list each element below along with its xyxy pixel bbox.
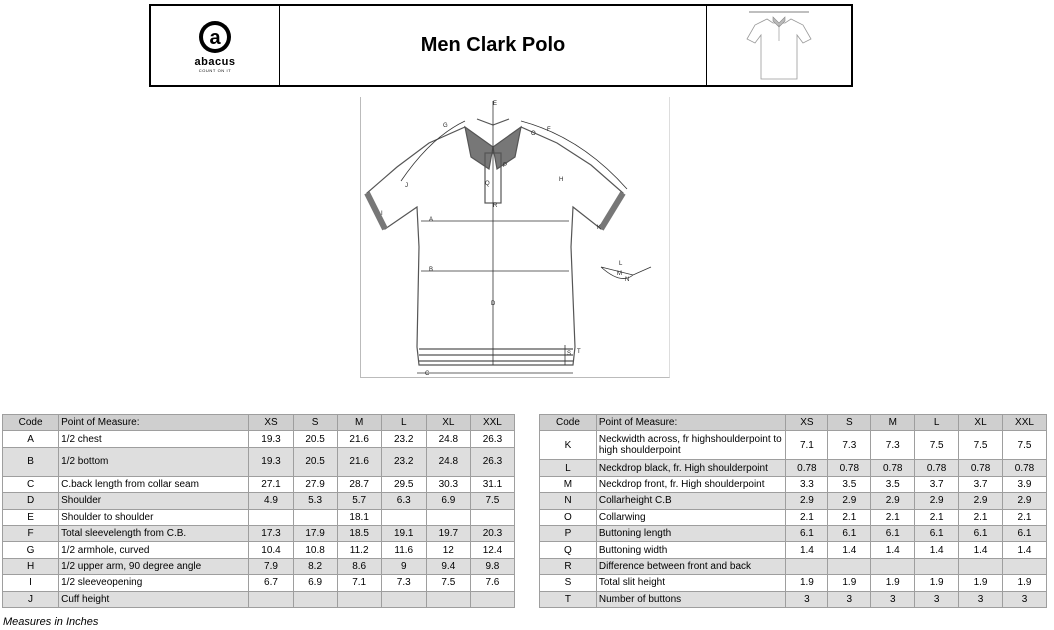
row-size-value (426, 509, 470, 525)
row-size-value: 7.5 (1003, 431, 1047, 460)
table-row (3, 476, 515, 492)
row-size-value: 19.1 (381, 525, 426, 541)
svg-text:P: P (503, 163, 508, 169)
row-size-value: 8.6 (337, 558, 381, 574)
row-size-value: 0.78 (828, 460, 871, 476)
row-size-value: 20.3 (470, 525, 514, 541)
row-point-of-measure: Number of buttons (596, 591, 786, 607)
header-code: Code (3, 415, 59, 431)
units-note: Measures in Inches (3, 616, 99, 628)
row-code: Q (540, 542, 597, 558)
svg-text:G: G (443, 123, 448, 129)
row-size-value: 3.9 (1003, 476, 1047, 492)
row-size-value: 26.3 (470, 431, 514, 447)
row-size-value: 24.8 (426, 447, 470, 476)
row-size-value: 7.3 (871, 431, 915, 460)
table-row (3, 509, 515, 525)
row-size-value: 3 (828, 591, 871, 607)
row-size-value: 6.1 (915, 525, 959, 541)
row-size-value: 7.5 (470, 493, 514, 509)
row-code: M (540, 476, 597, 492)
row-size-value: 2.9 (828, 493, 871, 509)
row-point-of-measure: Shoulder to shoulder (59, 509, 249, 525)
row-size-value (959, 558, 1003, 574)
header-pom: Point of Measure: (596, 415, 786, 431)
row-size-value: 11.6 (381, 542, 426, 558)
polo-thumbnail-icon (739, 9, 819, 83)
brand-name: abacus (194, 55, 236, 68)
header-size-xxl: XXL (1003, 415, 1047, 431)
row-size-value (426, 591, 470, 607)
row-size-value: 18.1 (337, 509, 381, 525)
row-code: G (3, 542, 59, 558)
abacus-logo-icon (195, 19, 235, 55)
row-code: E (3, 509, 59, 525)
row-size-value (249, 509, 293, 525)
row-size-value: 1.9 (828, 575, 871, 591)
header-box (149, 4, 853, 87)
row-code: C (3, 476, 59, 492)
row-size-value: 3.5 (871, 476, 915, 492)
row-size-value: 7.5 (426, 575, 470, 591)
row-size-value: 19.3 (249, 431, 293, 447)
svg-text:M: M (617, 271, 622, 277)
row-size-value (337, 591, 381, 607)
header-size-s: S (293, 415, 337, 431)
polo-technical-drawing (360, 97, 670, 378)
row-code: R (540, 558, 597, 574)
brand-slogan: COUNT ON IT (198, 67, 232, 73)
svg-text:I: I (381, 211, 383, 217)
table-row (540, 591, 1047, 607)
row-size-value: 3 (959, 591, 1003, 607)
row-code: A (3, 431, 59, 447)
row-code: D (3, 493, 59, 509)
row-size-value: 2.9 (871, 493, 915, 509)
svg-text:L: L (619, 261, 623, 267)
row-size-value: 31.1 (470, 476, 514, 492)
row-size-value: 3 (871, 591, 915, 607)
row-size-value (786, 558, 828, 574)
svg-text:E: E (493, 101, 498, 107)
table-row (3, 575, 515, 591)
row-size-value: 1.9 (915, 575, 959, 591)
row-size-value: 27.1 (249, 476, 293, 492)
svg-text:N: N (625, 277, 630, 283)
row-size-value: 3.7 (959, 476, 1003, 492)
row-size-value: 7.5 (915, 431, 959, 460)
svg-text:D: D (491, 301, 496, 307)
svg-text:F: F (547, 127, 551, 133)
row-point-of-measure: Buttoning length (596, 525, 786, 541)
svg-text:J: J (405, 183, 408, 189)
row-size-value: 9.4 (426, 558, 470, 574)
header-size-m: M (337, 415, 381, 431)
row-size-value: 0.78 (959, 460, 1003, 476)
table-row (3, 431, 515, 447)
row-code: S (540, 575, 597, 591)
row-size-value: 2.1 (786, 509, 828, 525)
row-point-of-measure: Cuff height (59, 591, 249, 607)
row-point-of-measure: Buttoning width (596, 542, 786, 558)
row-size-value: 23.2 (381, 447, 426, 476)
row-point-of-measure: 1/2 upper arm, 90 degree angle (59, 558, 249, 574)
row-size-value: 0.78 (871, 460, 915, 476)
row-size-value: 2.1 (915, 509, 959, 525)
table-row (3, 447, 515, 476)
row-size-value (470, 591, 514, 607)
row-point-of-measure: Difference between front and back (596, 558, 786, 574)
row-size-value: 0.78 (1003, 460, 1047, 476)
row-size-value: 28.7 (337, 476, 381, 492)
row-size-value: 6.3 (381, 493, 426, 509)
row-point-of-measure: Shoulder (59, 493, 249, 509)
row-point-of-measure: Collarwing (596, 509, 786, 525)
svg-text:S: S (567, 351, 572, 357)
logo-letter: a (209, 26, 221, 49)
row-size-value (915, 558, 959, 574)
row-size-value: 21.6 (337, 431, 381, 447)
row-size-value: 2.1 (871, 509, 915, 525)
row-size-value: 17.3 (249, 525, 293, 541)
row-code: O (540, 509, 597, 525)
row-point-of-measure: Total sleevelength from C.B. (59, 525, 249, 541)
row-size-value: 10.8 (293, 542, 337, 558)
row-size-value: 2.9 (959, 493, 1003, 509)
table-row (540, 476, 1047, 492)
row-size-value: 2.9 (1003, 493, 1047, 509)
row-size-value: 17.9 (293, 525, 337, 541)
spec-table-right (539, 414, 1047, 608)
row-size-value (293, 509, 337, 525)
row-size-value: 0.78 (786, 460, 828, 476)
row-size-value: 7.3 (828, 431, 871, 460)
row-size-value: 7.1 (337, 575, 381, 591)
row-size-value: 6.1 (786, 525, 828, 541)
row-size-value: 24.8 (426, 431, 470, 447)
table-row (3, 493, 515, 509)
row-point-of-measure: 1/2 sleeveopening (59, 575, 249, 591)
row-size-value: 21.6 (337, 447, 381, 476)
row-size-value: 26.3 (470, 447, 514, 476)
header-code: Code (540, 415, 597, 431)
row-size-value: 10.4 (249, 542, 293, 558)
polo-sketch-icon (361, 97, 669, 377)
table-header-row (3, 415, 515, 431)
svg-text:K: K (597, 225, 602, 231)
row-size-value: 2.9 (786, 493, 828, 509)
table-row (540, 542, 1047, 558)
spec-table-left (2, 414, 515, 608)
header-size-xs: XS (786, 415, 828, 431)
row-size-value: 2.9 (915, 493, 959, 509)
row-size-value: 6.1 (828, 525, 871, 541)
row-size-value: 1.9 (786, 575, 828, 591)
row-size-value: 6.1 (871, 525, 915, 541)
row-size-value (1003, 558, 1047, 574)
row-size-value: 29.5 (381, 476, 426, 492)
row-size-value: 18.5 (337, 525, 381, 541)
row-size-value: 5.3 (293, 493, 337, 509)
row-size-value: 1.9 (1003, 575, 1047, 591)
table-row (540, 525, 1047, 541)
row-code: B (3, 447, 59, 476)
row-size-value (249, 591, 293, 607)
row-code: J (3, 591, 59, 607)
row-size-value: 12.4 (470, 542, 514, 558)
row-size-value: 2.1 (828, 509, 871, 525)
row-code: T (540, 591, 597, 607)
row-size-value: 7.9 (249, 558, 293, 574)
row-size-value: 2.1 (959, 509, 1003, 525)
row-size-value: 2.1 (1003, 509, 1047, 525)
brand-logo (151, 6, 280, 85)
row-size-value: 3.7 (915, 476, 959, 492)
row-size-value (470, 509, 514, 525)
row-size-value: 30.3 (426, 476, 470, 492)
svg-text:T: T (577, 349, 581, 355)
row-size-value: 3 (915, 591, 959, 607)
row-size-value: 3 (1003, 591, 1047, 607)
row-size-value: 3 (786, 591, 828, 607)
row-size-value: 1.4 (871, 542, 915, 558)
table-row (540, 460, 1047, 476)
row-point-of-measure: 1/2 chest (59, 431, 249, 447)
row-point-of-measure: 1/2 bottom (59, 447, 249, 476)
svg-text:A: A (429, 217, 434, 223)
title-cell (280, 6, 707, 85)
row-size-value: 0.78 (915, 460, 959, 476)
row-size-value: 7.5 (959, 431, 1003, 460)
row-size-value: 12 (426, 542, 470, 558)
row-point-of-measure: Neckwidth across, fr highshoulderpoint to high shoulderpoint (596, 431, 786, 460)
header-size-m: M (871, 415, 915, 431)
row-code: I (3, 575, 59, 591)
row-size-value: 6.1 (959, 525, 1003, 541)
header-size-xl: XL (959, 415, 1003, 431)
table-header-row (540, 415, 1047, 431)
header-size-l: L (381, 415, 426, 431)
row-code: K (540, 431, 597, 460)
row-size-value (828, 558, 871, 574)
table-row (540, 558, 1047, 574)
table-row (3, 525, 515, 541)
svg-text:Q: Q (485, 181, 490, 187)
table-row (540, 431, 1047, 460)
row-size-value: 1.4 (828, 542, 871, 558)
svg-text:R: R (493, 203, 498, 209)
table-row (3, 591, 515, 607)
row-point-of-measure: Total slit height (596, 575, 786, 591)
header-size-xxl: XXL (470, 415, 514, 431)
row-size-value: 6.7 (249, 575, 293, 591)
table-row (540, 493, 1047, 509)
row-size-value: 7.6 (470, 575, 514, 591)
table-row (3, 558, 515, 574)
row-size-value (381, 509, 426, 525)
row-size-value: 19.3 (249, 447, 293, 476)
row-size-value: 27.9 (293, 476, 337, 492)
row-size-value: 1.4 (786, 542, 828, 558)
row-size-value: 6.1 (1003, 525, 1047, 541)
row-size-value: 5.7 (337, 493, 381, 509)
thumbnail-cell (707, 6, 851, 85)
row-point-of-measure: Collarheight C.B (596, 493, 786, 509)
row-size-value (293, 591, 337, 607)
row-size-value: 11.2 (337, 542, 381, 558)
table-row (540, 575, 1047, 591)
row-size-value: 1.9 (959, 575, 1003, 591)
row-size-value (381, 591, 426, 607)
header-pom: Point of Measure: (59, 415, 249, 431)
svg-text:H: H (559, 177, 564, 183)
row-size-value: 1.9 (871, 575, 915, 591)
row-code: P (540, 525, 597, 541)
row-point-of-measure: C.back length from collar seam (59, 476, 249, 492)
row-size-value: 4.9 (249, 493, 293, 509)
row-size-value: 23.2 (381, 431, 426, 447)
header-size-s: S (828, 415, 871, 431)
row-size-value: 6.9 (293, 575, 337, 591)
row-size-value: 19.7 (426, 525, 470, 541)
row-point-of-measure: Neckdrop front, fr. High shoulderpoint (596, 476, 786, 492)
row-code: N (540, 493, 597, 509)
row-size-value: 8.2 (293, 558, 337, 574)
table-row (540, 509, 1047, 525)
row-code: F (3, 525, 59, 541)
row-size-value: 3.5 (828, 476, 871, 492)
row-size-value: 7.3 (381, 575, 426, 591)
row-size-value: 20.5 (293, 447, 337, 476)
row-point-of-measure: 1/2 armhole, curved (59, 542, 249, 558)
row-size-value: 20.5 (293, 431, 337, 447)
header-size-xs: XS (249, 415, 293, 431)
row-size-value: 9.8 (470, 558, 514, 574)
row-size-value: 7.1 (786, 431, 828, 460)
table-row (3, 542, 515, 558)
svg-text:O: O (531, 131, 536, 137)
row-size-value: 6.9 (426, 493, 470, 509)
svg-text:C: C (425, 371, 430, 377)
page-title: Men Clark Polo (420, 34, 566, 56)
row-code: H (3, 558, 59, 574)
header-size-xl: XL (426, 415, 470, 431)
row-size-value: 1.4 (1003, 542, 1047, 558)
row-size-value: 9 (381, 558, 426, 574)
row-point-of-measure: Neckdrop black, fr. High shoulderpoint (596, 460, 786, 476)
row-size-value: 3.3 (786, 476, 828, 492)
svg-text:B: B (429, 267, 434, 273)
row-size-value (871, 558, 915, 574)
row-size-value: 1.4 (915, 542, 959, 558)
row-size-value: 1.4 (959, 542, 1003, 558)
row-code: L (540, 460, 597, 476)
header-size-l: L (915, 415, 959, 431)
